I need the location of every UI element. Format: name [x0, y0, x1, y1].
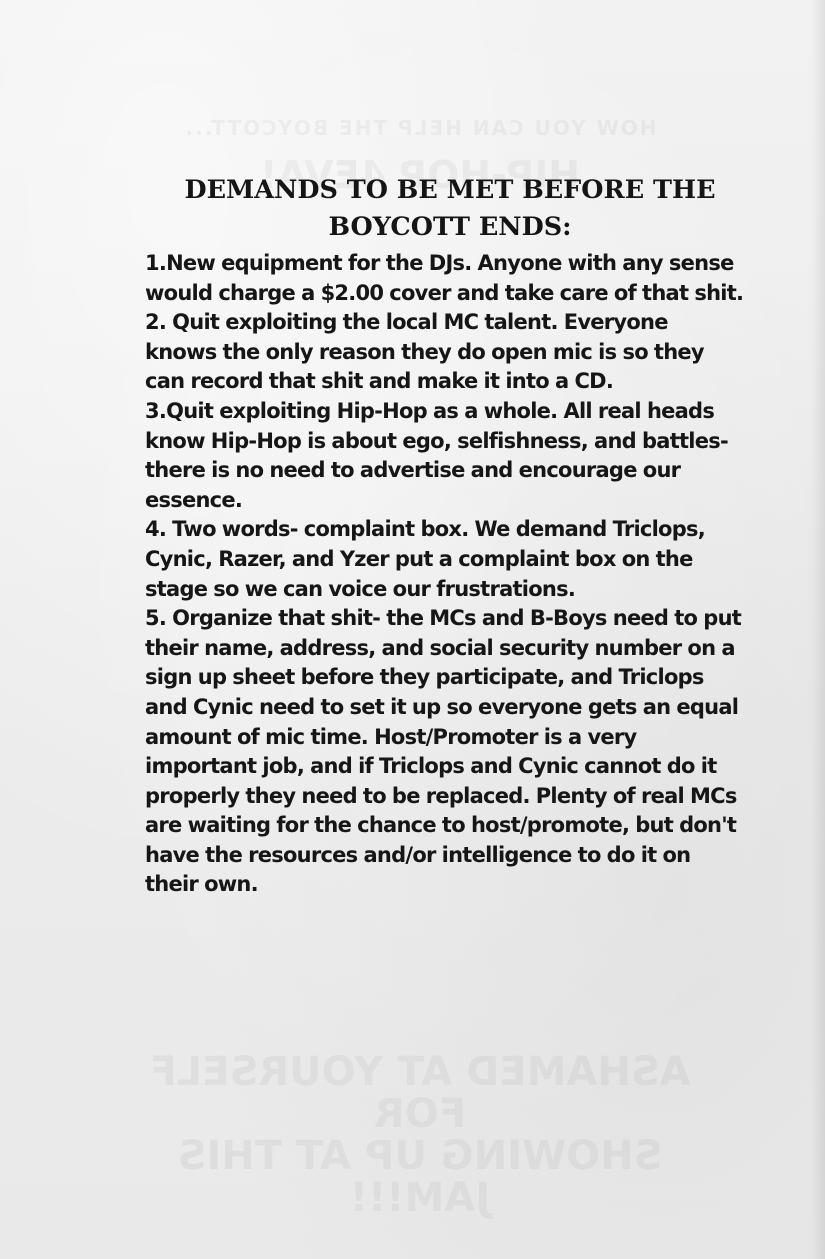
title-line: BOYCOTT ENDS: — [328, 212, 572, 242]
show-through-line — [130, 1051, 710, 1135]
demand-item: 4. Two words- complaint box. We demand Triclops, Cynic, Razer, and Yzer put a complaint box on the stage so we can voice our frustrations. — [145, 517, 705, 601]
title-line: DEMANDS TO BE MET BEFORE THE — [184, 175, 716, 205]
demands-list — [145, 249, 745, 900]
demand-item: 1.New equipment for the DJs. Anyone with any sense would charge a $2.00 cover and take care of that shit. — [145, 251, 744, 305]
demand-item: 5. Organize that shit- the MCs and B-Boys need to put their name, address, and social security number on a sign up sheet before they participate, and Triclops and Cynic need to set it up so everyone gets an equal amount of mic time. Host/Promoter is a very important job, and if Triclops and Cynic cannot do it properly they need to be replaced. Plenty of real MCs are waiting for the chance to host/promote, but don't have the resources and/or intelligence to do it on their own. — [145, 606, 742, 897]
demand-item: 3.Quit exploiting Hip-Hop as a whole. All real heads know Hip-Hop is about ego, selfishness, and battles- there is no need to advertise and encourage our essence. — [145, 398, 728, 512]
document-title — [150, 172, 750, 246]
paper-edge-shadow — [811, 0, 825, 1259]
demand-item: 2. Quit exploiting the local MC talent. Everyone knows the only reason they do open mic is so they can record that shit and make it into a CD. — [145, 310, 704, 394]
show-through-line — [130, 1135, 710, 1219]
show-through-line — [130, 115, 710, 142]
